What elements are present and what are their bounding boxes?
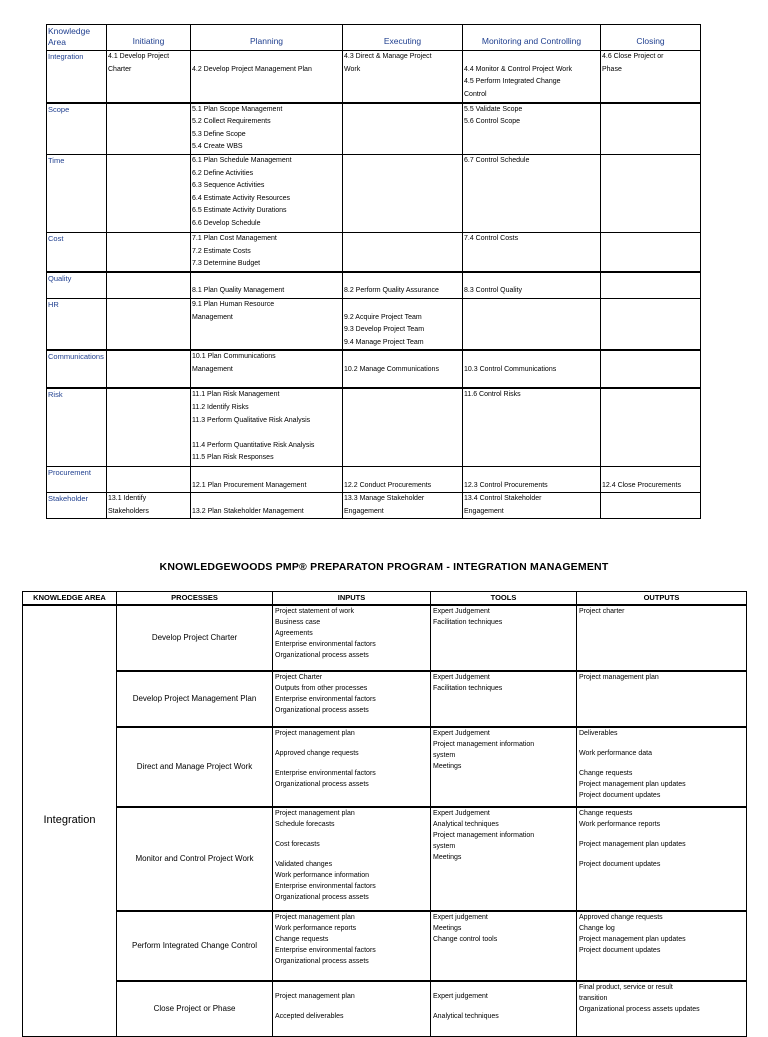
knowledge-area-cell: Communications: [47, 350, 107, 388]
process-item: 6.2 Define Activities: [192, 169, 254, 177]
input-item: Validated changes: [275, 860, 333, 868]
input-item: Project management plan: [275, 992, 355, 1000]
matrix-row: [47, 388, 701, 466]
process-item: [464, 273, 599, 286]
tool-item: Meetings: [433, 924, 462, 932]
monitoring-cell: [463, 155, 601, 233]
tool-item: Facilitation techniques: [433, 684, 503, 692]
inputs-cell: [273, 911, 431, 981]
initiating-cell: [107, 466, 191, 492]
executing-cell: [343, 233, 463, 272]
initiating-cell: [107, 298, 191, 350]
process-item: 7.2 Estimate Costs: [192, 247, 251, 255]
input-item: [275, 1002, 428, 1011]
process-item: 9.2 Acquire Project Team: [344, 313, 422, 321]
process-item: [464, 467, 599, 480]
closing-cell: [601, 103, 701, 155]
process-item: 7.3 Determine Budget: [192, 260, 261, 268]
tool-item: Expert Judgement: [433, 607, 490, 615]
monitoring-cell: [463, 350, 601, 388]
tool-item: Meetings: [433, 853, 462, 861]
process-name: Perform Integrated Change Control: [117, 911, 273, 981]
process-item: 11.3 Perform Qualitative Risk Analysis: [192, 416, 311, 424]
planning-cell: [191, 233, 343, 272]
inputs-cell: [273, 981, 431, 1037]
output-item: [579, 830, 744, 839]
outputs-cell: [577, 727, 747, 807]
process-item: 11.5 Plan Risk Responses: [192, 454, 274, 462]
header-closing: Closing: [601, 25, 701, 51]
monitoring-cell: [463, 233, 601, 272]
tool-item: Project management information: [433, 831, 535, 839]
process-item: Engagement: [464, 507, 504, 515]
process-item: 5.4 Create WBS: [192, 143, 243, 151]
knowledge-area-cell: Cost: [47, 233, 107, 272]
initiating-cell: [107, 103, 191, 155]
process-item: Control: [464, 90, 487, 98]
process-item: 13.1 Identify: [108, 495, 147, 503]
process-item: 5.2 Collect Requirements: [192, 118, 271, 126]
output-item: Project management plan updates: [579, 840, 686, 848]
header-executing: Executing: [343, 25, 463, 51]
inputs-cell: [273, 807, 431, 911]
process-row: [23, 981, 747, 1037]
process-item: 4.6 Close Project or: [602, 53, 664, 60]
input-item: Business case: [275, 618, 321, 626]
process-item: 12.3 Control Procurements: [464, 481, 548, 489]
process-name: Monitor and Control Project Work: [117, 807, 273, 911]
process-row: [23, 605, 747, 671]
initiating-cell: [107, 233, 191, 272]
process-item: 6.6 Develop Schedule: [192, 219, 261, 227]
input-item: Enterprise environmental factors: [275, 882, 376, 890]
input-item: Organizational process assets: [275, 957, 369, 965]
output-item: Approved change requests: [579, 913, 663, 921]
process-item: Management: [192, 366, 233, 374]
process-item: 9.3 Develop Project Team: [344, 326, 425, 334]
outputs-cell: [577, 911, 747, 981]
tool-item: Expert judgement: [433, 992, 488, 1000]
process-item: 8.2 Perform Quality Assurance: [344, 287, 439, 295]
process-item: 4.4 Monitor & Control Project Work: [464, 65, 573, 73]
closing-cell: [601, 466, 701, 492]
process-item: [192, 493, 341, 506]
header-knowledge-area-2: KNOWLEDGE AREA: [23, 592, 117, 605]
process-item: Management: [192, 313, 233, 321]
process-item: 11.6 Control Risks: [464, 391, 521, 399]
input-item: Project management plan: [275, 729, 355, 737]
tool-item: Expert Judgement: [433, 729, 490, 737]
tool-item: Change control tools: [433, 935, 498, 943]
inputs-cell: [273, 605, 431, 671]
knowledge-area-label: Integration: [23, 605, 117, 1037]
knowledge-area-cell: Procurement: [47, 466, 107, 492]
tool-item: system: [433, 751, 456, 759]
knowledge-area-cell: Stakeholder: [47, 493, 107, 519]
inputs-cell: [273, 671, 431, 727]
outputs-cell: [577, 671, 747, 727]
input-item: Agreements: [275, 629, 313, 637]
process-item: 4.2 Develop Project Management Plan: [192, 65, 312, 73]
process-item: 13.4 Control Stakeholder: [464, 495, 542, 503]
process-item: 10.2 Manage Communications: [344, 366, 439, 374]
initiating-cell: [107, 388, 191, 466]
process-item: 12.4 Close Procurements: [602, 481, 681, 489]
output-item: Final product, service or result: [579, 983, 673, 991]
process-name: Close Project or Phase: [117, 981, 273, 1037]
output-item: Project management plan updates: [579, 780, 686, 788]
tools-cell: [431, 981, 577, 1037]
knowledge-area-cell: HR: [47, 298, 107, 350]
initiating-cell: [107, 272, 191, 299]
tool-item: system: [433, 842, 456, 850]
tools-cell: [431, 727, 577, 807]
output-item: Deliverables: [579, 729, 618, 737]
process-item: [464, 51, 599, 64]
input-item: Organizational process assets: [275, 780, 369, 788]
input-item: Organizational process assets: [275, 706, 369, 714]
input-item: Enterprise environmental factors: [275, 946, 376, 954]
input-item: Project management plan: [275, 809, 355, 817]
closing-cell: [601, 233, 701, 272]
process-item: 11.4 Perform Quantitative Risk Analysis: [192, 441, 315, 449]
planning-cell: [191, 350, 343, 388]
knowledge-area-cell: Quality: [47, 272, 107, 299]
output-item: Change requests: [579, 809, 633, 817]
executing-cell: [343, 51, 463, 103]
process-item: 6.1 Plan Schedule Management: [192, 157, 292, 164]
header-tools: TOOLS: [431, 592, 577, 605]
tool-item: Expert Judgement: [433, 673, 490, 681]
process-item: 5.3 Define Scope: [192, 130, 246, 138]
output-item: Project document updates: [579, 946, 661, 954]
executing-cell: [343, 272, 463, 299]
tool-item: Analytical techniques: [433, 820, 499, 828]
process-row: [23, 671, 747, 727]
input-item: [275, 759, 428, 768]
integration-management-table: [22, 591, 747, 1037]
matrix-row: [47, 233, 701, 272]
tools-cell: [431, 807, 577, 911]
process-item: 6.7 Control Schedule: [464, 157, 530, 164]
process-item: 5.5 Validate Scope: [464, 105, 523, 113]
process-item: 8.1 Plan Quality Management: [192, 287, 285, 295]
input-item: Change requests: [275, 935, 329, 943]
process-item: [464, 351, 599, 364]
matrix-row: [47, 155, 701, 233]
process-name: Direct and Manage Project Work: [117, 727, 273, 807]
input-item: Enterprise environmental factors: [275, 640, 376, 648]
output-item: Project management plan updates: [579, 935, 686, 943]
output-item: Project charter: [579, 607, 625, 615]
monitoring-cell: [463, 493, 601, 519]
outputs-cell: [577, 807, 747, 911]
executing-cell: [343, 155, 463, 233]
process-item: 10.1 Plan Communications: [192, 353, 276, 361]
process-item: Phase: [602, 65, 622, 73]
input-item: Outputs from other processes: [275, 684, 368, 692]
input-item: Project Charter: [275, 673, 323, 681]
knowledge-area-cell: Integration: [47, 51, 107, 103]
process-item: 6.3 Sequence Activities: [192, 182, 265, 190]
executing-cell: [343, 388, 463, 466]
initiating-cell: [107, 350, 191, 388]
planning-cell: [191, 466, 343, 492]
input-item: [275, 850, 428, 859]
initiating-cell: [107, 155, 191, 233]
matrix-row: [47, 103, 701, 155]
tool-item: Facilitation techniques: [433, 618, 503, 626]
process-item: 12.2 Conduct Procurements: [344, 481, 432, 489]
knowledge-area-process-matrix: [46, 24, 701, 519]
process-row: [23, 727, 747, 807]
process-row: [23, 911, 747, 981]
output-item: Change requests: [579, 769, 633, 777]
input-item: Enterprise environmental factors: [275, 695, 376, 703]
input-item: [275, 982, 428, 991]
header-outputs: OUTPUTS: [577, 592, 747, 605]
input-item: Project statement of work: [275, 607, 354, 615]
process-item: 11.2 Identify Risks: [192, 404, 249, 412]
input-item: Cost forecasts: [275, 840, 320, 848]
process-name: Develop Project Management Plan: [117, 671, 273, 727]
process-item: [344, 299, 461, 312]
input-item: Schedule forecasts: [275, 820, 335, 828]
process-item: 11.1 Plan Risk Management: [192, 391, 280, 399]
closing-cell: [601, 350, 701, 388]
output-item: Project document updates: [579, 791, 661, 799]
output-item: Work performance data: [579, 749, 653, 757]
output-item: transition: [579, 994, 608, 1002]
monitoring-cell: [463, 466, 601, 492]
knowledge-area-cell: Scope: [47, 103, 107, 155]
tool-item: [433, 1002, 574, 1011]
output-item: Project document updates: [579, 860, 661, 868]
output-item: Change log: [579, 924, 615, 932]
matrix-row: [47, 493, 701, 519]
planning-cell: [191, 155, 343, 233]
process-item: [192, 273, 341, 286]
input-item: Approved change requests: [275, 749, 359, 757]
input-item: Work performance reports: [275, 924, 357, 932]
matrix-row: [47, 466, 701, 492]
executing-cell: [343, 298, 463, 350]
process-item: [602, 467, 699, 480]
output-item: Organizational process assets updates: [579, 1005, 700, 1013]
closing-cell: [601, 298, 701, 350]
input-item: Enterprise environmental factors: [275, 769, 376, 777]
output-item: [579, 850, 744, 859]
initiating-cell: [107, 51, 191, 103]
process-item: Charter: [108, 65, 132, 73]
process-item: 8.3 Control Quality: [464, 287, 522, 295]
monitoring-cell: [463, 103, 601, 155]
output-item: [579, 739, 744, 748]
integration-management-heading: KNOWLEDGEWOODS PMP® PREPARATON PROGRAM - INTEGRATION MANAGEMENT: [159, 561, 609, 573]
process-item: 4.1 Develop Project: [108, 53, 170, 60]
process-item: 13.2 Plan Stakeholder Management: [192, 507, 304, 515]
output-item: [579, 759, 744, 768]
tool-item: Expert Judgement: [433, 809, 490, 817]
tools-cell: [431, 911, 577, 981]
process-name: Develop Project Charter: [117, 605, 273, 671]
process-item: [192, 51, 341, 64]
executing-cell: [343, 466, 463, 492]
integration-body: [23, 605, 747, 1037]
inputs-cell: [273, 727, 431, 807]
process-item: Engagement: [344, 507, 384, 515]
process-item: 13.3 Manage Stakeholder: [344, 495, 425, 503]
header-planning: Planning: [191, 25, 343, 51]
input-item: Accepted deliverables: [275, 1012, 344, 1020]
knowledge-area-cell: Risk: [47, 388, 107, 466]
header-initiating: Initiating: [107, 25, 191, 51]
monitoring-cell: [463, 51, 601, 103]
tool-item: Project management information: [433, 740, 535, 748]
output-item: Project management plan: [579, 673, 659, 681]
header-knowledge-area: Knowledge Area: [47, 25, 107, 51]
outputs-cell: [577, 605, 747, 671]
process-item: [344, 273, 461, 286]
process-item: 4.3 Direct & Manage Project: [344, 53, 432, 60]
tool-item: Expert judgement: [433, 913, 488, 921]
process-item: 12.1 Plan Procurement Management: [192, 481, 307, 489]
matrix-row: [47, 51, 701, 103]
matrix-row: [47, 350, 701, 388]
planning-cell: [191, 388, 343, 466]
tools-cell: [431, 671, 577, 727]
input-item: [275, 830, 428, 839]
planning-cell: [191, 103, 343, 155]
tool-item: [433, 982, 574, 991]
monitoring-cell: [463, 272, 601, 299]
planning-cell: [191, 51, 343, 103]
process-item: 10.3 Control Communications: [464, 366, 557, 374]
output-item: Work performance reports: [579, 820, 661, 828]
input-item: Project management plan: [275, 913, 355, 921]
process-item: 5.1 Plan Scope Management: [192, 105, 283, 113]
tools-cell: [431, 605, 577, 671]
process-item: [192, 467, 341, 480]
outputs-cell: [577, 981, 747, 1037]
closing-cell: [601, 493, 701, 519]
input-item: Work performance information: [275, 871, 370, 879]
process-item: 9.1 Plan Human Resource: [192, 300, 275, 308]
process-item: Stakeholders: [108, 507, 149, 515]
matrix-body: [47, 51, 701, 519]
process-item: 4.5 Perform Integrated Change: [464, 78, 561, 86]
input-item: Organizational process assets: [275, 651, 369, 659]
process-item: 6.4 Estimate Activity Resources: [192, 194, 291, 202]
process-item: 9.4 Manage Project Team: [344, 338, 424, 346]
monitoring-cell: [463, 298, 601, 350]
planning-cell: [191, 493, 343, 519]
executing-cell: [343, 493, 463, 519]
tool-item: Analytical techniques: [433, 1012, 499, 1020]
executing-cell: [343, 103, 463, 155]
matrix-row: [47, 298, 701, 350]
header-processes: PROCESSES: [117, 592, 273, 605]
planning-cell: [191, 272, 343, 299]
process-item: Work: [344, 65, 361, 73]
process-item: 7.4 Control Costs: [464, 235, 519, 242]
closing-cell: [601, 388, 701, 466]
process-item: 7.1 Plan Cost Management: [192, 235, 277, 242]
process-item: [344, 351, 461, 364]
tool-item: Meetings: [433, 762, 462, 770]
executing-cell: [343, 350, 463, 388]
process-item: [344, 467, 461, 480]
input-item: [275, 739, 428, 748]
process-row: [23, 807, 747, 911]
input-item: Organizational process assets: [275, 893, 369, 901]
process-item: 6.5 Estimate Activity Durations: [192, 207, 287, 215]
knowledge-area-cell: Time: [47, 155, 107, 233]
closing-cell: [601, 272, 701, 299]
initiating-cell: [107, 493, 191, 519]
matrix-row: [47, 272, 701, 299]
process-item: [192, 427, 341, 440]
header-monitoring: Monitoring and Controlling: [463, 25, 601, 51]
closing-cell: [601, 51, 701, 103]
monitoring-cell: [463, 388, 601, 466]
closing-cell: [601, 155, 701, 233]
planning-cell: [191, 298, 343, 350]
header-inputs: INPUTS: [273, 592, 431, 605]
process-item: 5.6 Control Scope: [464, 118, 521, 126]
